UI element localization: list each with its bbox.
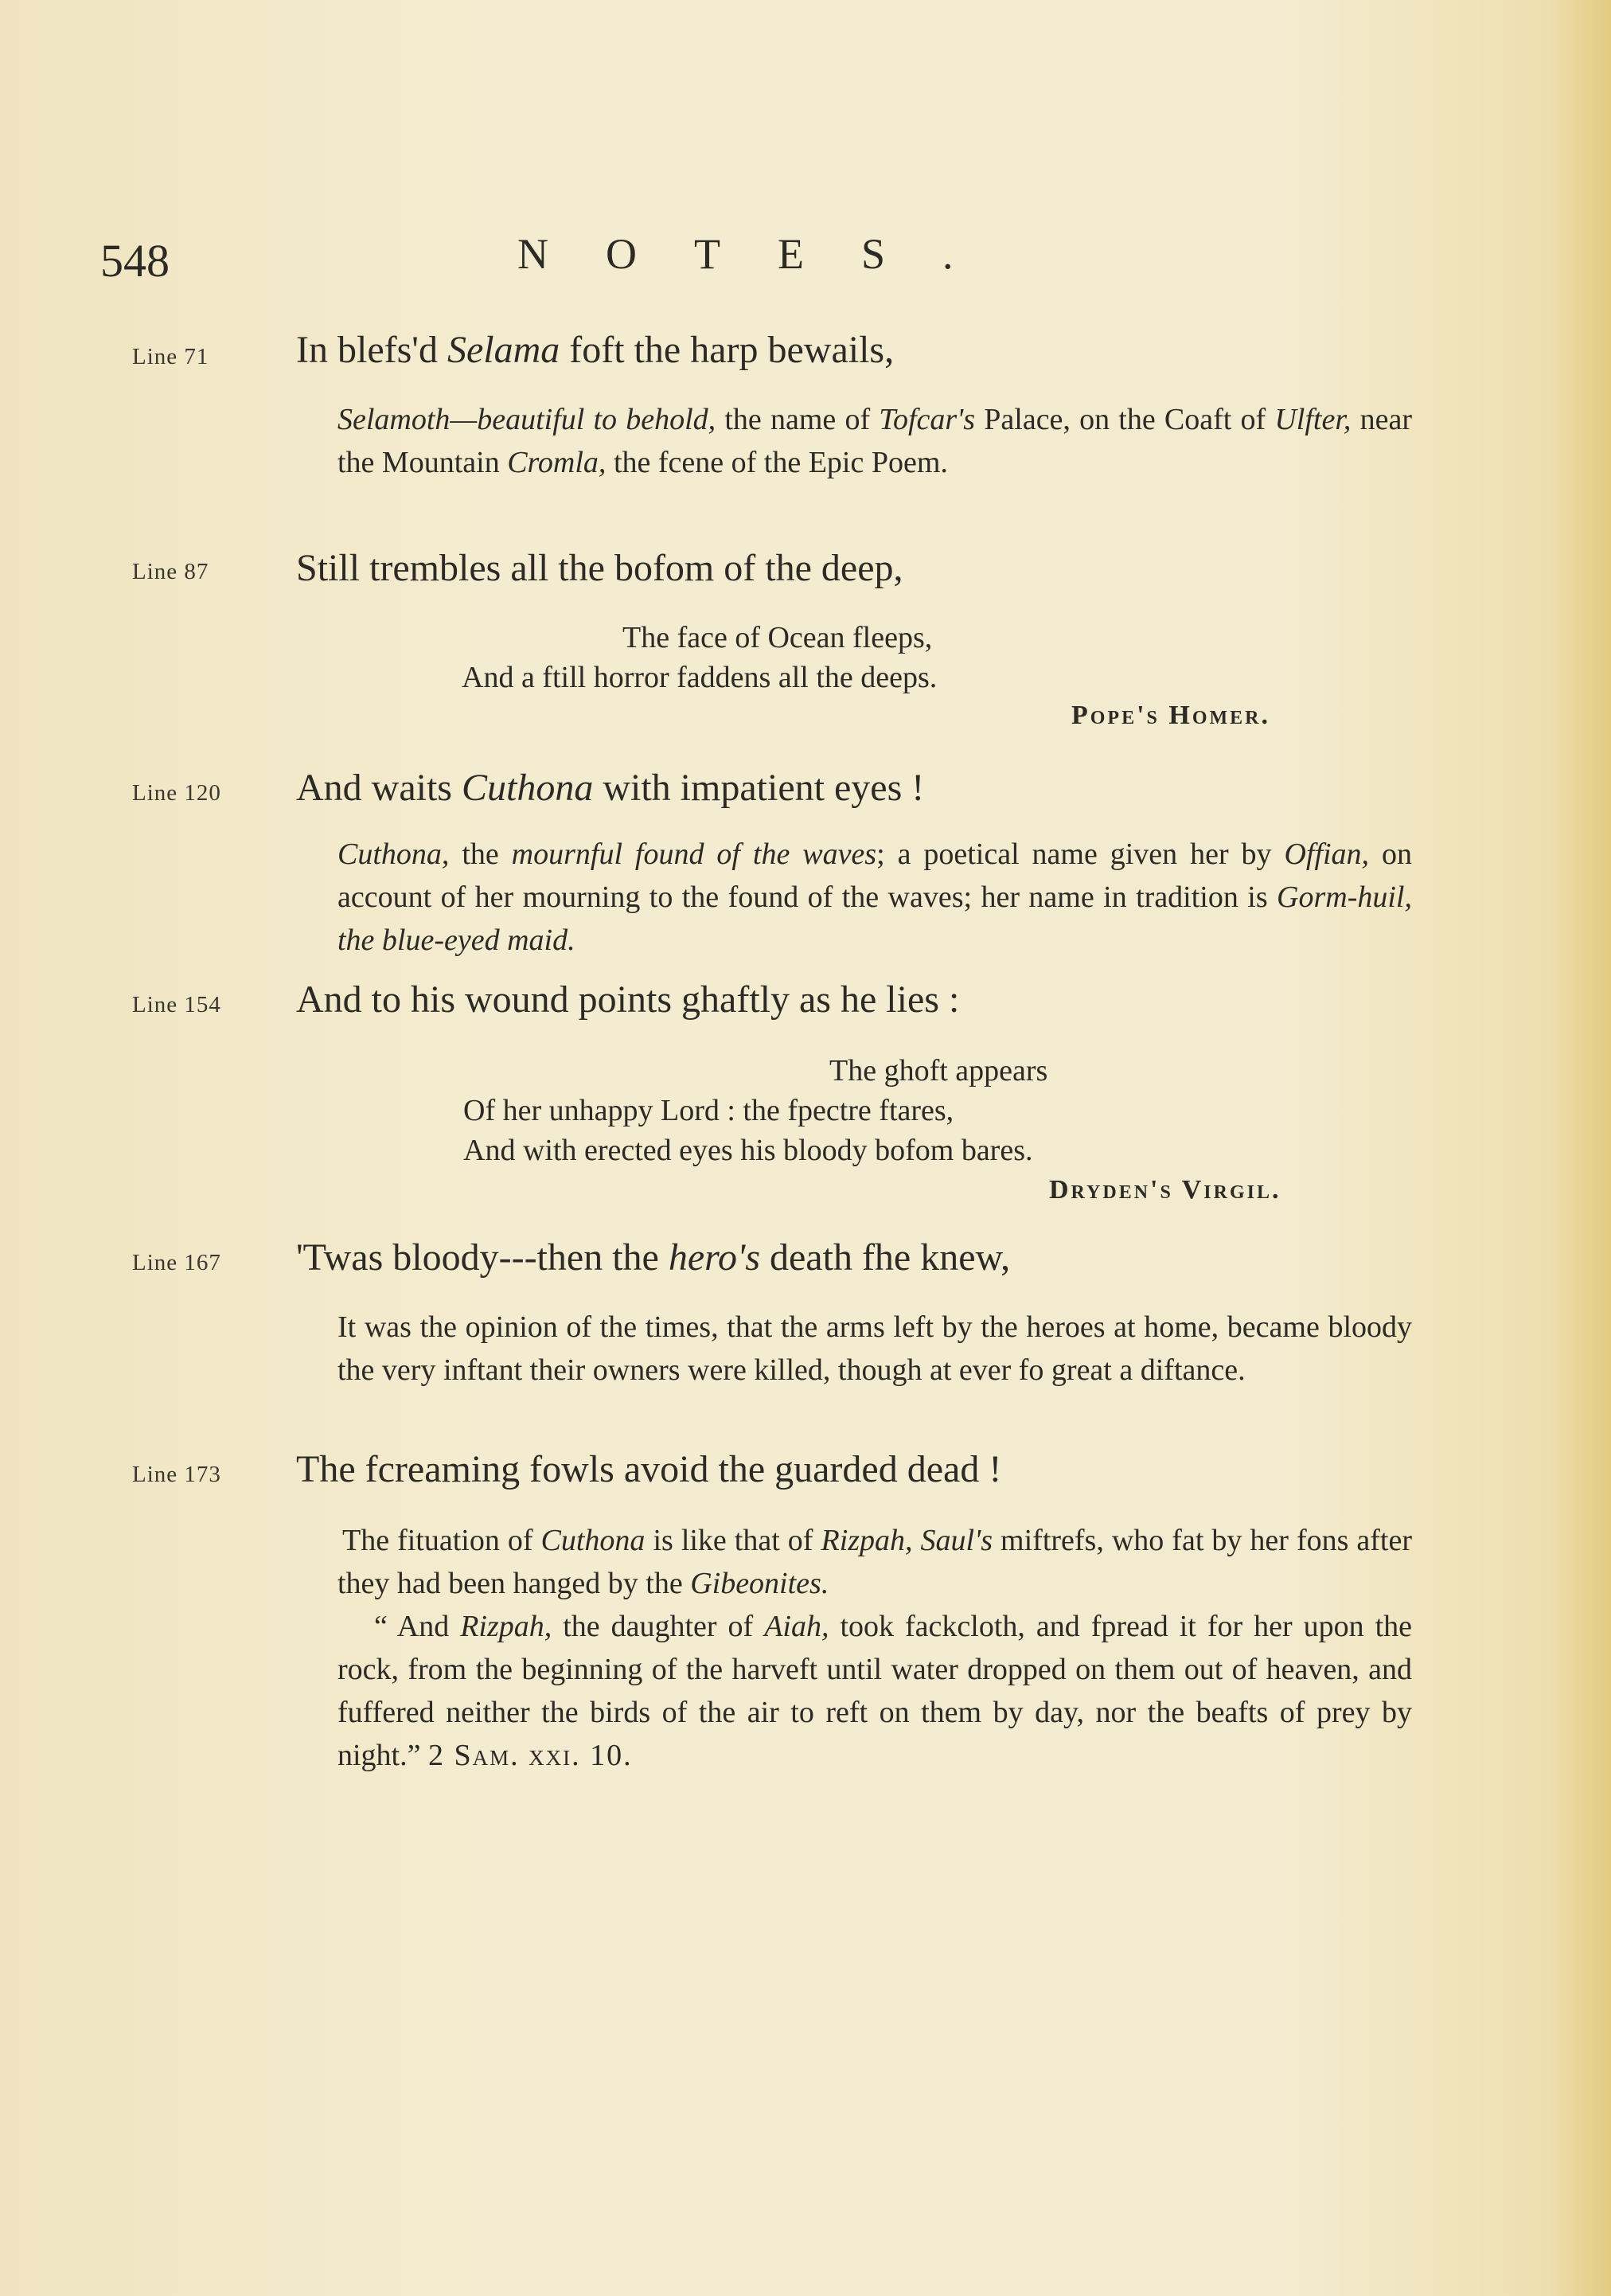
verse-line: Still trembles all the bofom of the deep, (296, 547, 903, 589)
quote-line: The ghoft appears (829, 1054, 1048, 1087)
page-number: 548 (100, 235, 170, 287)
line-label: Line 154 (132, 992, 221, 1017)
quote-line: Of her unhappy Lord : the fpectre ftares, (463, 1094, 954, 1127)
line-label: Line 173 (132, 1462, 221, 1487)
poetry-quote (462, 618, 937, 697)
verse-line: And to his wound points ghaftly as he lies : (296, 978, 960, 1021)
line-label: Line 87 (132, 559, 209, 584)
note-paragraph: Selamoth—beautiful to behold, the name of Tofcar's Palace, on the Coaft of Ulfter, near the Mountain Cromla, the fcene of the Epic Poem. (337, 403, 1412, 479)
verse-line: And waits Cuthona with impatient eyes ! (296, 767, 925, 809)
running-head: NOTES. (517, 230, 1011, 278)
verse-line: 'Twas bloody---then the hero's death fhe knew, (296, 1236, 1011, 1279)
line-label: Line 71 (132, 344, 209, 369)
verse-line: In blefs'd Selama foft the harp bewails, (296, 329, 895, 371)
quote-line: And a ftill horror faddens all the deeps. (462, 661, 938, 694)
attribution: Dryden's Virgil. (1049, 1175, 1281, 1205)
note-paragraph: The fituation of Cuthona is like that of Rizpah, Saul's miftrefs, who fat by her fons after they had been hanged by the Gibeonites. “ And Rizpah, the daughter of Aiah, took fackcloth, and fpread it for her upon the rock, from the beginning of the harveft until water dropped on them out of heaven, and fuffered neither the birds of the air to reft on them by day, nor the beafts of prey by night.” 2 Sam. xxi. 10. (337, 1524, 1413, 1772)
quote-line: The face of Ocean fleeps, (622, 621, 933, 654)
verse-line: The fcreaming fowls avoid the guarded dead ! (296, 1448, 1002, 1490)
scripture-reference: 2 Sam. xxi. 10. (427, 1739, 633, 1772)
poetry-quote (463, 1051, 1047, 1170)
page-edge-shadow (1555, 0, 1611, 2296)
line-label: Line 120 (132, 780, 221, 806)
note-paragraph: It was the opinion of the times, that the arms left by the heroes at home, became bloody the very inftant their owners were killed, though at ever fo great a diftance. (337, 1310, 1412, 1387)
quote-line: And with erected eyes his bloody bofom bares. (463, 1134, 1033, 1167)
attribution: Pope's Homer. (1071, 701, 1271, 730)
line-label: Line 167 (132, 1250, 221, 1275)
note-paragraph: Cuthona, the mournful found of the waves; a poetical name given her by Offian, on account of her mourning to the found of the waves; her name in tradition is Gorm-huil, the blue-eyed maid. (337, 838, 1412, 957)
